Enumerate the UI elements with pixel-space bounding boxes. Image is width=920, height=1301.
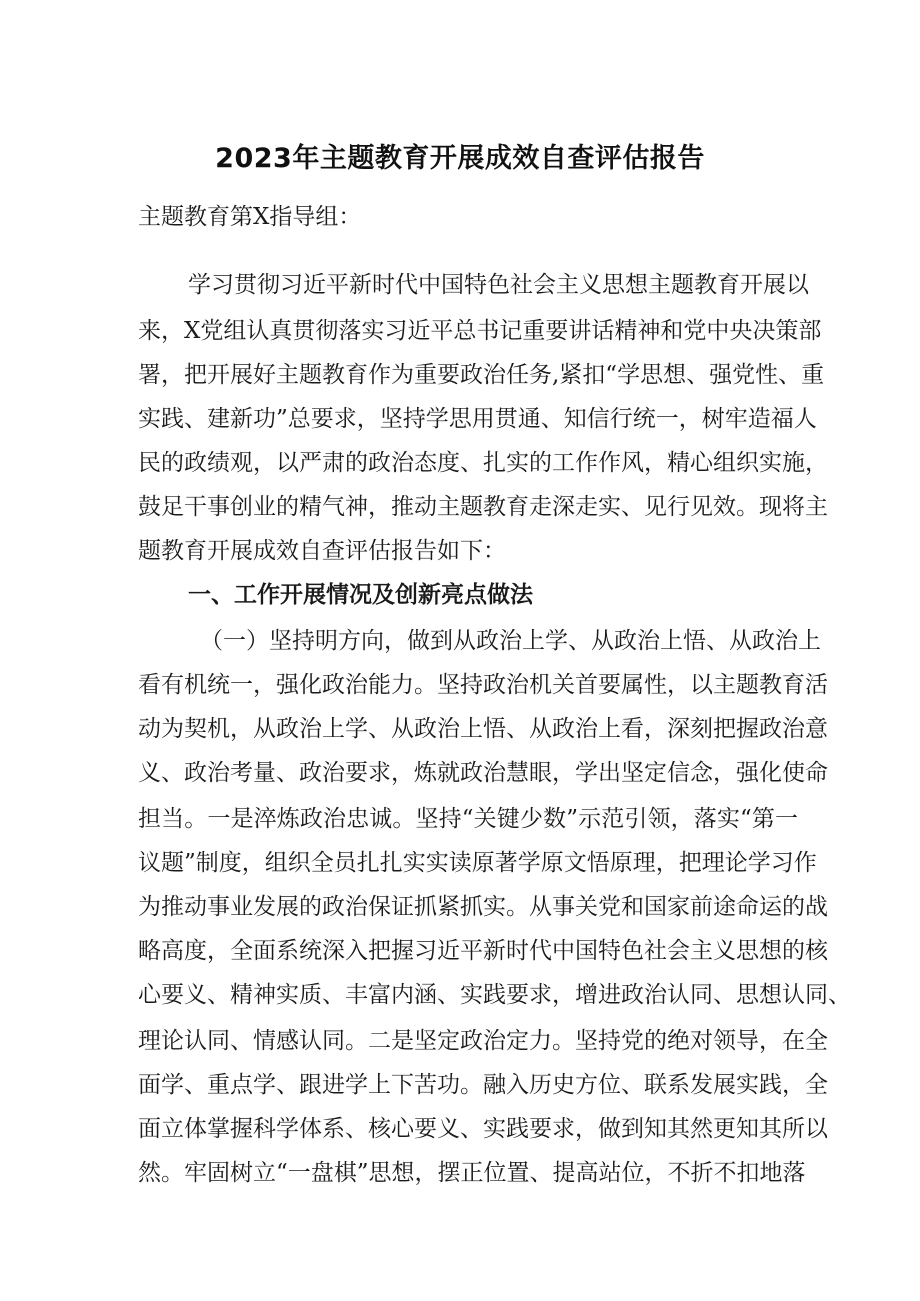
body-line: 然。牢固树立“一盘棋”思想，摆正位置、提高站位，不折不扣地落 (138, 1160, 806, 1186)
body-line: 面学、重点学、跟进学上下苦功。融入历史方位、联系发展实践，全 (138, 1072, 828, 1098)
body-line: 心要义、精神实质、丰富内涵、实践要求，增进政治认同、思想认同、 (138, 982, 851, 1008)
body-line: 动为契机，从政治上学、从政治上悟、从政治上看，深刻把握政治意 (138, 716, 828, 742)
body-line: （一）坚持明方向，做到从政治上学、从政治上悟、从政治上 (200, 628, 821, 654)
intro-line: 学习贯彻习近平新时代中国特色社会主义思想主题教育开展以 (188, 272, 809, 298)
document-title: 2023年主题教育开展成效自查评估报告 (215, 143, 705, 174)
body-line: 看有机统一，强化政治能力。坚持政治机关首要属性，以主题教育活 (138, 672, 828, 698)
salutation: 主题教育第X指导组： (138, 204, 362, 230)
intro-line: 实践、建新功”总要求，坚持学思用贯通、知信行统一，树牢造福人 (138, 406, 817, 432)
intro-line: 题教育开展成效自查评估报告如下： (138, 538, 506, 564)
body-line: 担当。一是淬炼政治忠诚。坚持“关键少数”示范引领，落实“第一 (138, 806, 798, 832)
body-line: 面立体掌握科学体系、核心要义、实践要求，做到知其然更知其所以 (138, 1116, 828, 1142)
intro-line: 鼓足干事创业的精气神，推动主题教育走深走实、见行见效。现将主 (138, 494, 828, 520)
intro-line: 署，把开展好主题教育作为重要政治任务,紧扣“学思想、强党性、重 (138, 362, 825, 388)
intro-line: 来，X党组认真贯彻落实习近平总书记重要讲话精神和党中央决策部 (138, 318, 822, 344)
body-line: 议题”制度，组织全员扎扎实实读原著学原文悟原理，把理论学习作 (138, 850, 817, 876)
intro-line: 民的政绩观，以严肃的政治态度、扎实的工作作风，精心组织实施， (138, 450, 828, 476)
body-line: 为推动事业发展的政治保证抓紧抓实。从事关党和国家前途命运的战 (138, 894, 828, 920)
section-heading: 一、工作开展情况及创新亮点做法 (188, 582, 533, 608)
body-line: 理论认同、情感认同。二是坚定政治定力。坚持党的绝对领导，在全 (138, 1028, 828, 1054)
body-line: 义、政治考量、政治要求，炼就政治慧眼，学出坚定信念，强化使命 (138, 760, 828, 786)
body-line: 略高度，全面系统深入把握习近平新时代中国特色社会主义思想的核 (138, 938, 828, 964)
